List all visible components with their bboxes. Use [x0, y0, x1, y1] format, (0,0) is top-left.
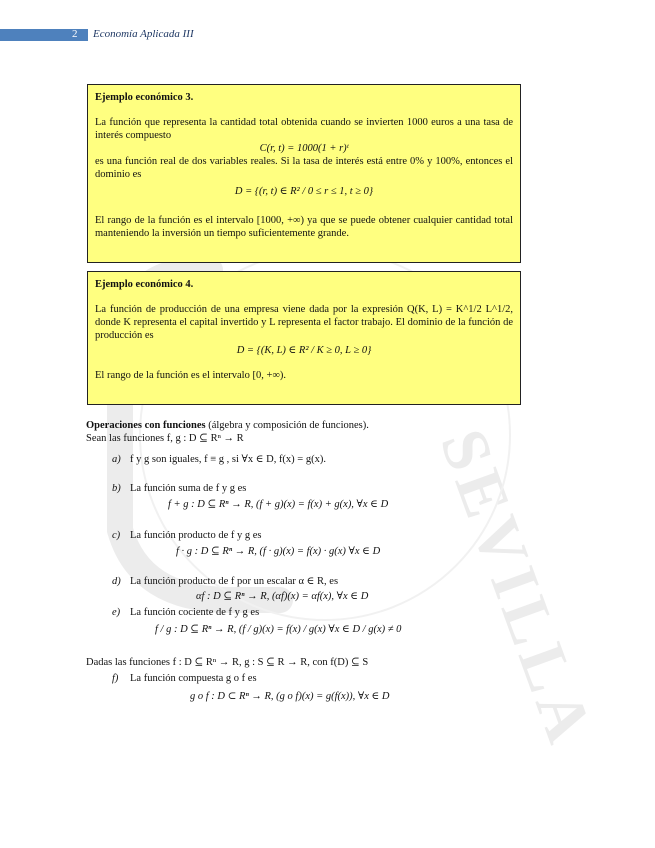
section-heading-rest: (álgebra y composición de funciones).: [205, 420, 369, 431]
list-item: [112, 453, 326, 465]
equation: g o f : D ⊂ Rⁿ → R, (g o f)(x) = g(f(x)), ∀x ∈ D: [190, 691, 390, 702]
example-paragraph: La función de producción de una empresa viene dada por la expresión Q(K, L) = K^1/2 L^1/2, donde K representa el capital invertido y L representa el factor trabajo. El dominio de la función de producción es: [95, 304, 513, 341]
example-paragraph: El rango de la función es el intervalo [0, +∞).: [95, 370, 286, 381]
section-heading-line: [86, 419, 516, 432]
equation: f · g : D ⊆ Rⁿ → R, (f · g)(x) = f(x) · g(x) ∀x ∈ D: [176, 546, 381, 557]
item-label: a): [112, 454, 121, 465]
item-text: La función compuesta g o f es: [130, 673, 257, 684]
item-text: La función suma de f y g es: [130, 483, 247, 494]
page-number: 2: [72, 28, 78, 40]
item-text: La función producto de f y g es: [130, 530, 262, 541]
example-title: Ejemplo económico 4.: [95, 279, 194, 290]
operations-section: [86, 419, 516, 445]
watermark-letter: SEVILLA: [425, 420, 608, 757]
item-text: La función cociente de f y g es: [130, 607, 260, 618]
item-label: c): [112, 530, 121, 541]
example-title: Ejemplo económico 3.: [95, 92, 194, 103]
equation: αf : D ⊆ Rⁿ → R, (αf)(x) = αf(x), ∀x ∈ D: [196, 591, 369, 602]
equation: D = {(K, L) ∈ R² / K ≥ 0, L ≥ 0}: [236, 345, 372, 356]
list-item: [112, 530, 262, 541]
list-item: [112, 483, 246, 494]
equation: f / g : D ⊆ Rⁿ → R, (f / g)(x) = f(x) / g(x) ∀x ∈ D / g(x) ≠ 0: [155, 624, 402, 635]
item-label: e): [112, 607, 121, 618]
composition-intro: [86, 656, 516, 669]
intro-line: Dadas las funciones f : D ⊆ Rⁿ → R, g : S ⊆ R → R, con f(D) ⊆ S: [86, 657, 369, 668]
item-text: f y g son iguales, f ≡ g , si ∀x ∈ D, f(x) = g(x).: [130, 454, 326, 465]
item-label: f): [112, 673, 119, 684]
list-item: [112, 575, 338, 587]
example-box-3: [87, 84, 521, 263]
item-label: b): [112, 483, 121, 494]
intro-line: Sean las funciones f, g : D ⊆ Rⁿ → R: [86, 433, 244, 444]
running-title: Economía Aplicada III: [93, 28, 194, 40]
section-heading: Operaciones con funciones: [86, 420, 206, 431]
equation: C(r, t) = 1000(1 + r)ᵗ: [259, 143, 349, 154]
list-item: [112, 673, 257, 684]
equation: D = {(r, t) ∈ R² / 0 ≤ r ≤ 1, t ≥ 0}: [234, 186, 374, 197]
list-item: [112, 607, 259, 618]
example-box-4: [87, 271, 521, 405]
example-paragraph: La función que representa la cantidad total obtenida cuando se invierten 1000 euros a una tasa de interés compuesto: [95, 117, 513, 141]
equation: f + g : D ⊆ Rⁿ → R, (f + g)(x) = f(x) + g(x), ∀x ∈ D: [168, 499, 389, 510]
item-text: La función producto de f por un escalar α ∈ R, es: [130, 576, 339, 587]
example-paragraph: El rango de la función es el intervalo [1000, +∞) ya que se puede obtener cualquier cantidad total manteniendo la inversión un tiempo suficientemente grande.: [95, 215, 513, 239]
example-paragraph: es una función real de dos variables reales. Si la tasa de interés está entre 0% y 100%, entonces el dominio es: [95, 156, 513, 180]
item-label: d): [112, 576, 121, 587]
